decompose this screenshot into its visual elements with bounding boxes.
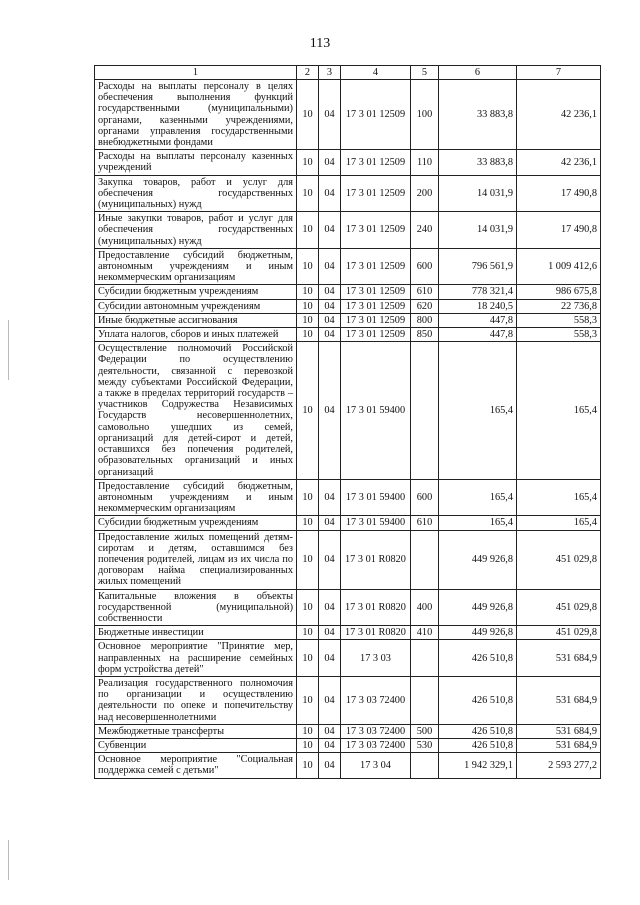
row-name: Расходы на выплаты персоналу казенных учреждений [95, 150, 297, 175]
table-row [95, 626, 601, 640]
row-amount-year1: 1 942 329,1 [439, 753, 517, 778]
row-target-article: 17 3 01 12509 [341, 299, 411, 313]
row-amount-year2: 165,4 [517, 342, 601, 479]
row-section: 10 [297, 530, 319, 589]
row-target-article: 17 3 01 12509 [341, 150, 411, 175]
row-name: Закупка товаров, работ и услуг для обеспечения государственных (муниципальных) нужд [95, 175, 297, 212]
row-section: 10 [297, 299, 319, 313]
row-amount-year2: 42 236,1 [517, 80, 601, 150]
table-row [95, 753, 601, 778]
row-amount-year2: 451 029,8 [517, 530, 601, 589]
row-target-article: 17 3 01 12509 [341, 212, 411, 249]
table-row [95, 589, 601, 626]
row-expense-type: 500 [411, 724, 439, 738]
table-row [95, 342, 601, 479]
row-target-article: 17 3 01 12509 [341, 285, 411, 299]
row-amount-year1: 449 926,8 [439, 626, 517, 640]
row-amount-year2: 17 490,8 [517, 175, 601, 212]
table-row [95, 313, 601, 327]
row-section: 10 [297, 589, 319, 626]
row-target-article: 17 3 01 59400 [341, 516, 411, 530]
row-subsection: 04 [319, 342, 341, 479]
row-expense-type [411, 530, 439, 589]
row-subsection: 04 [319, 150, 341, 175]
column-header: 6 [439, 66, 517, 80]
row-subsection: 04 [319, 175, 341, 212]
row-amount-year2: 531 684,9 [517, 676, 601, 724]
column-number-row [95, 66, 601, 80]
row-amount-year2: 1 009 412,6 [517, 248, 601, 285]
row-subsection: 04 [319, 516, 341, 530]
row-amount-year1: 14 031,9 [439, 175, 517, 212]
row-subsection: 04 [319, 626, 341, 640]
row-name: Основное мероприятие "Принятие мер, направленных на расширение семейных форм устройства детей" [95, 640, 297, 677]
table-row [95, 328, 601, 342]
row-amount-year2: 986 675,8 [517, 285, 601, 299]
row-section: 10 [297, 516, 319, 530]
row-expense-type: 610 [411, 285, 439, 299]
row-name: Расходы на выплаты персоналу в целях обеспечения выполнения функций государственными (муниципальными) органами, казенными учреждениями, органами управления государственными внебюджетными фондами [95, 80, 297, 150]
row-name: Субвенции [95, 738, 297, 752]
row-subsection: 04 [319, 724, 341, 738]
row-amount-year2: 451 029,8 [517, 589, 601, 626]
row-target-article: 17 3 04 [341, 753, 411, 778]
row-subsection: 04 [319, 530, 341, 589]
row-section: 10 [297, 724, 319, 738]
row-target-article: 17 3 01 12509 [341, 313, 411, 327]
row-amount-year2: 22 736,8 [517, 299, 601, 313]
column-header: 5 [411, 66, 439, 80]
row-amount-year1: 18 240,5 [439, 299, 517, 313]
row-name: Бюджетные инвестиции [95, 626, 297, 640]
table-row [95, 738, 601, 752]
row-amount-year2: 558,3 [517, 313, 601, 327]
table-row [95, 285, 601, 299]
table-row [95, 516, 601, 530]
row-name: Осуществление полномочий Российской Федерации по осуществлению деятельности, связанной с перевозкой между субъектами Российской Федерации, а также в пределах территорий государств – участников Содружества Независимых Государств несовершеннолетних, самовольно ушедших из семей, организаций для детей-сирот и детей, оставшихся без попечения родителей, образовательных организаций и иных организаций [95, 342, 297, 479]
row-amount-year1: 165,4 [439, 516, 517, 530]
row-amount-year1: 778 321,4 [439, 285, 517, 299]
row-subsection: 04 [319, 328, 341, 342]
row-section: 10 [297, 150, 319, 175]
table-row [95, 175, 601, 212]
row-section: 10 [297, 676, 319, 724]
row-expense-type [411, 753, 439, 778]
row-amount-year2: 42 236,1 [517, 150, 601, 175]
budget-table [94, 65, 601, 779]
row-expense-type: 240 [411, 212, 439, 249]
table-row [95, 479, 601, 516]
row-name: Субсидии автономным учреждениям [95, 299, 297, 313]
row-amount-year2: 165,4 [517, 516, 601, 530]
row-expense-type: 400 [411, 589, 439, 626]
row-amount-year1: 426 510,8 [439, 676, 517, 724]
scan-edge-mark [8, 320, 9, 380]
row-target-article: 17 3 01 59400 [341, 342, 411, 479]
column-header: 7 [517, 66, 601, 80]
row-target-article: 17 3 01 R0820 [341, 589, 411, 626]
table-row [95, 676, 601, 724]
row-amount-year1: 796 561,9 [439, 248, 517, 285]
row-amount-year1: 447,8 [439, 313, 517, 327]
row-section: 10 [297, 212, 319, 249]
row-expense-type: 620 [411, 299, 439, 313]
table-row [95, 80, 601, 150]
row-expense-type: 600 [411, 479, 439, 516]
table-row [95, 530, 601, 589]
row-amount-year2: 531 684,9 [517, 640, 601, 677]
row-section: 10 [297, 175, 319, 212]
row-expense-type: 600 [411, 248, 439, 285]
row-subsection: 04 [319, 676, 341, 724]
row-name: Иные бюджетные ассигнования [95, 313, 297, 327]
row-section: 10 [297, 80, 319, 150]
scan-edge-mark [8, 840, 9, 880]
table-row [95, 212, 601, 249]
row-subsection: 04 [319, 640, 341, 677]
table-row [95, 248, 601, 285]
row-amount-year1: 426 510,8 [439, 724, 517, 738]
row-amount-year2: 531 684,9 [517, 738, 601, 752]
row-expense-type: 410 [411, 626, 439, 640]
column-header: 2 [297, 66, 319, 80]
row-amount-year2: 531 684,9 [517, 724, 601, 738]
row-name: Субсидии бюджетным учреждениям [95, 516, 297, 530]
row-name: Капитальные вложения в объекты государственной (муниципальной) собственности [95, 589, 297, 626]
row-expense-type [411, 342, 439, 479]
row-amount-year1: 33 883,8 [439, 80, 517, 150]
column-header: 1 [95, 66, 297, 80]
row-section: 10 [297, 626, 319, 640]
row-amount-year1: 14 031,9 [439, 212, 517, 249]
row-amount-year2: 2 593 277,2 [517, 753, 601, 778]
row-section: 10 [297, 313, 319, 327]
row-section: 10 [297, 479, 319, 516]
row-target-article: 17 3 01 12509 [341, 175, 411, 212]
row-amount-year2: 558,3 [517, 328, 601, 342]
row-expense-type: 530 [411, 738, 439, 752]
row-name: Предоставление субсидий бюджетным, автономным учреждениям и иным некоммерческим организациям [95, 479, 297, 516]
row-expense-type: 100 [411, 80, 439, 150]
row-subsection: 04 [319, 738, 341, 752]
row-subsection: 04 [319, 285, 341, 299]
column-header: 4 [341, 66, 411, 80]
row-target-article: 17 3 03 [341, 640, 411, 677]
table-row [95, 640, 601, 677]
row-target-article: 17 3 03 72400 [341, 738, 411, 752]
row-amount-year2: 451 029,8 [517, 626, 601, 640]
row-target-article: 17 3 01 59400 [341, 479, 411, 516]
column-header: 3 [319, 66, 341, 80]
row-name: Уплата налогов, сборов и иных платежей [95, 328, 297, 342]
table-body [95, 80, 601, 779]
row-expense-type: 800 [411, 313, 439, 327]
row-amount-year1: 426 510,8 [439, 738, 517, 752]
row-name: Предоставление жилых помещений детям-сиротам и детям, оставшимся без попечения родителей, лицам из их числа по договорам найма специализированных жилых помещений [95, 530, 297, 589]
row-amount-year1: 447,8 [439, 328, 517, 342]
row-target-article: 17 3 01 12509 [341, 328, 411, 342]
row-amount-year1: 449 926,8 [439, 589, 517, 626]
row-subsection: 04 [319, 753, 341, 778]
row-subsection: 04 [319, 212, 341, 249]
row-name: Иные закупки товаров, работ и услуг для обеспечения государственных (муниципальных) нужд [95, 212, 297, 249]
row-expense-type: 200 [411, 175, 439, 212]
row-expense-type: 610 [411, 516, 439, 530]
row-subsection: 04 [319, 479, 341, 516]
row-expense-type: 110 [411, 150, 439, 175]
row-subsection: 04 [319, 313, 341, 327]
row-subsection: 04 [319, 299, 341, 313]
row-section: 10 [297, 640, 319, 677]
row-section: 10 [297, 248, 319, 285]
row-section: 10 [297, 328, 319, 342]
row-amount-year1: 165,4 [439, 342, 517, 479]
row-name: Межбюджетные трансферты [95, 724, 297, 738]
row-expense-type [411, 676, 439, 724]
row-target-article: 17 3 01 R0820 [341, 626, 411, 640]
page-number: 113 [309, 36, 331, 51]
row-target-article: 17 3 01 R0820 [341, 530, 411, 589]
row-target-article: 17 3 01 12509 [341, 248, 411, 285]
row-name: Предоставление субсидий бюджетным, автономным учреждениям и иным некоммерческим организациям [95, 248, 297, 285]
row-subsection: 04 [319, 589, 341, 626]
row-name: Основное мероприятие "Социальная поддержка семей с детьми" [95, 753, 297, 778]
row-section: 10 [297, 342, 319, 479]
row-amount-year1: 33 883,8 [439, 150, 517, 175]
row-target-article: 17 3 03 72400 [341, 676, 411, 724]
row-amount-year2: 17 490,8 [517, 212, 601, 249]
row-amount-year1: 165,4 [439, 479, 517, 516]
row-amount-year2: 165,4 [517, 479, 601, 516]
row-target-article: 17 3 03 72400 [341, 724, 411, 738]
table-row [95, 724, 601, 738]
row-name: Субсидии бюджетным учреждениям [95, 285, 297, 299]
row-subsection: 04 [319, 248, 341, 285]
row-amount-year1: 426 510,8 [439, 640, 517, 677]
table-row [95, 150, 601, 175]
row-section: 10 [297, 738, 319, 752]
row-expense-type [411, 640, 439, 677]
table-row [95, 299, 601, 313]
row-target-article: 17 3 01 12509 [341, 80, 411, 150]
row-name: Реализация государственного полномочия по организации и осуществлению деятельности по опеке и попечительству над несовершеннолетними [95, 676, 297, 724]
row-section: 10 [297, 285, 319, 299]
row-subsection: 04 [319, 80, 341, 150]
row-expense-type: 850 [411, 328, 439, 342]
row-section: 10 [297, 753, 319, 778]
row-amount-year1: 449 926,8 [439, 530, 517, 589]
